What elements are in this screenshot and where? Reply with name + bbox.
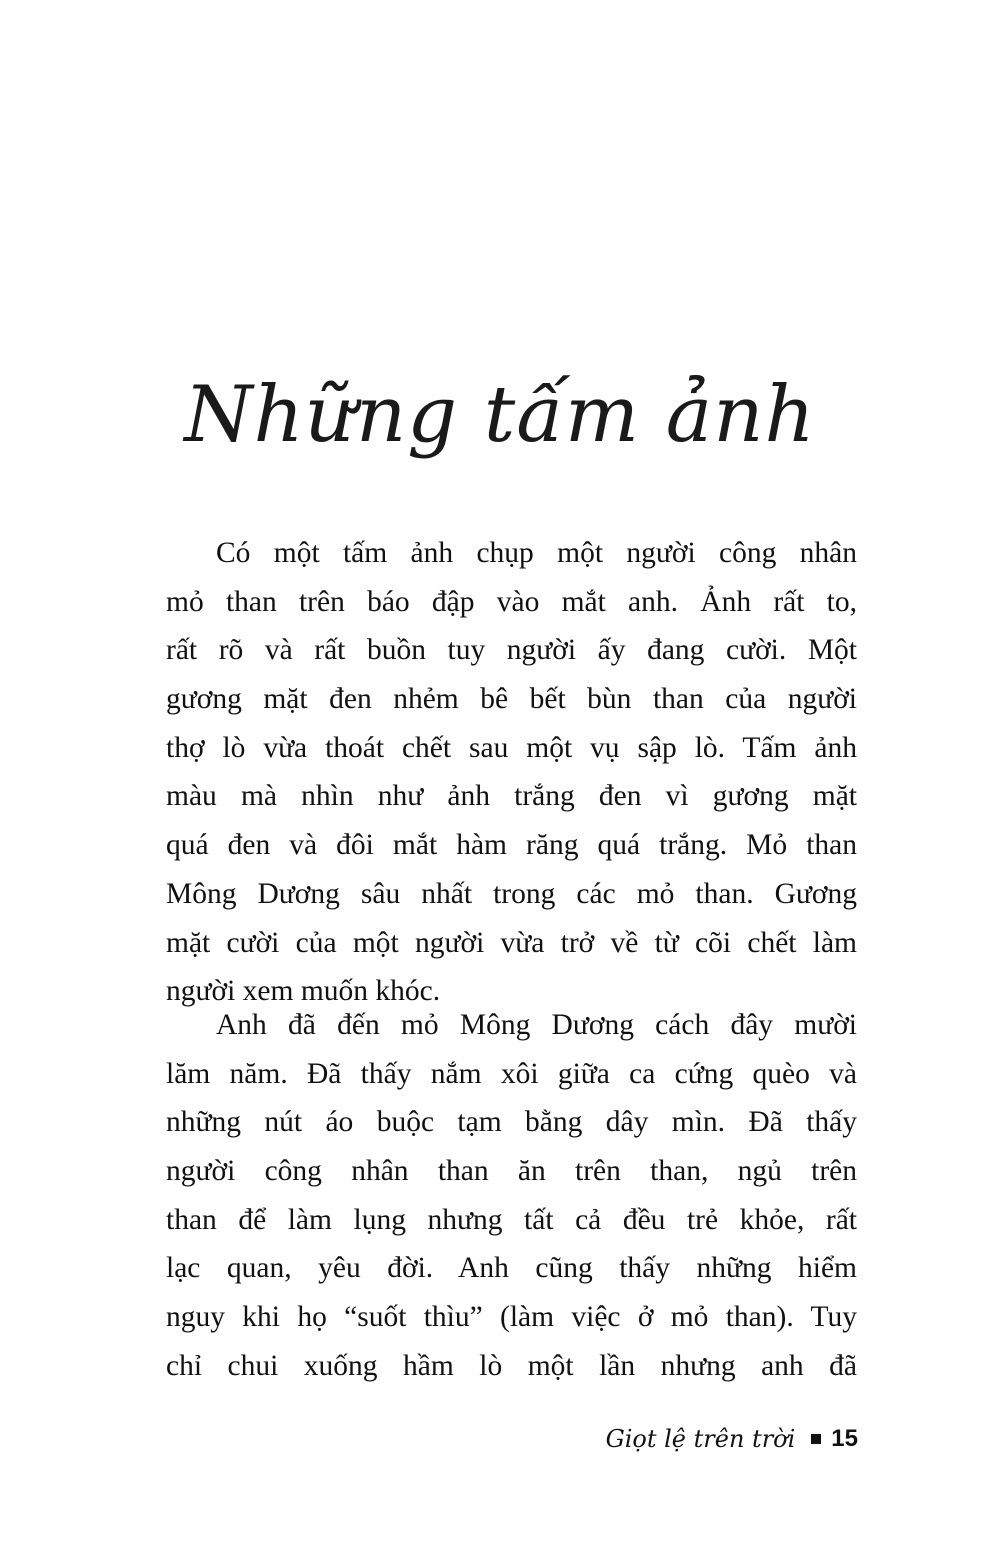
text-line: Mông Dương sâu nhất trong các mỏ than. Gương	[166, 877, 857, 910]
square-bullet-icon	[811, 1434, 821, 1444]
text-line: than để làm lụng nhưng tất cả đều trẻ khỏe, rất	[166, 1203, 857, 1236]
text-line: người công nhân than ăn trên than, ngủ trên	[166, 1155, 857, 1188]
chapter-title: Những tấm ảnh	[184, 370, 816, 461]
text-line: Có một tấm ảnh chụp một người công nhân	[216, 537, 857, 569]
text-line: thợ lò vừa thoát chết sau một vụ sập lò. Tấm ảnh	[166, 731, 857, 764]
running-book-title: Giọt lệ trên trời	[605, 1425, 796, 1453]
text-line: gương mặt đen nhẻm bê bết bùn than của người	[166, 683, 857, 716]
text-line: màu mà nhìn như ảnh trắng đen vì gương mặt	[166, 780, 857, 813]
text-line: chỉ chui xuống hầm lò một lần nhưng anh đã	[166, 1349, 857, 1382]
paragraph-2	[166, 1001, 857, 1391]
text-line: lạc quan, yêu đời. Anh cũng thấy những hiểm	[166, 1252, 857, 1285]
text-line: mặt cười của một người vừa trở về từ cõi chết làm	[166, 926, 857, 959]
text-line: quá đen và đôi mắt hàm răng quá trắng. Mỏ than	[166, 829, 857, 862]
text-line: lăm năm. Đã thấy nắm xôi giữa ca cứng quèo và	[166, 1057, 857, 1090]
text-line: nguy khi họ “suốt thìu” (làm việc ở mỏ than). Tuy	[166, 1301, 857, 1334]
text-line: mỏ than trên báo đập vào mắt anh. Ảnh rất to,	[166, 585, 857, 618]
paragraph-1	[166, 529, 857, 1016]
page-number: 15	[831, 1425, 858, 1452]
text-line: những nút áo buộc tạm bằng dây mìn. Đã thấy	[166, 1106, 857, 1139]
page-footer	[606, 1425, 858, 1453]
text-line: người xem muốn khóc.	[166, 975, 441, 1008]
text-line: Anh đã đến mỏ Mông Dương cách đây mười	[216, 1009, 857, 1041]
text-line: rất rõ và rất buồn tuy người ấy đang cười. Một	[166, 634, 857, 667]
